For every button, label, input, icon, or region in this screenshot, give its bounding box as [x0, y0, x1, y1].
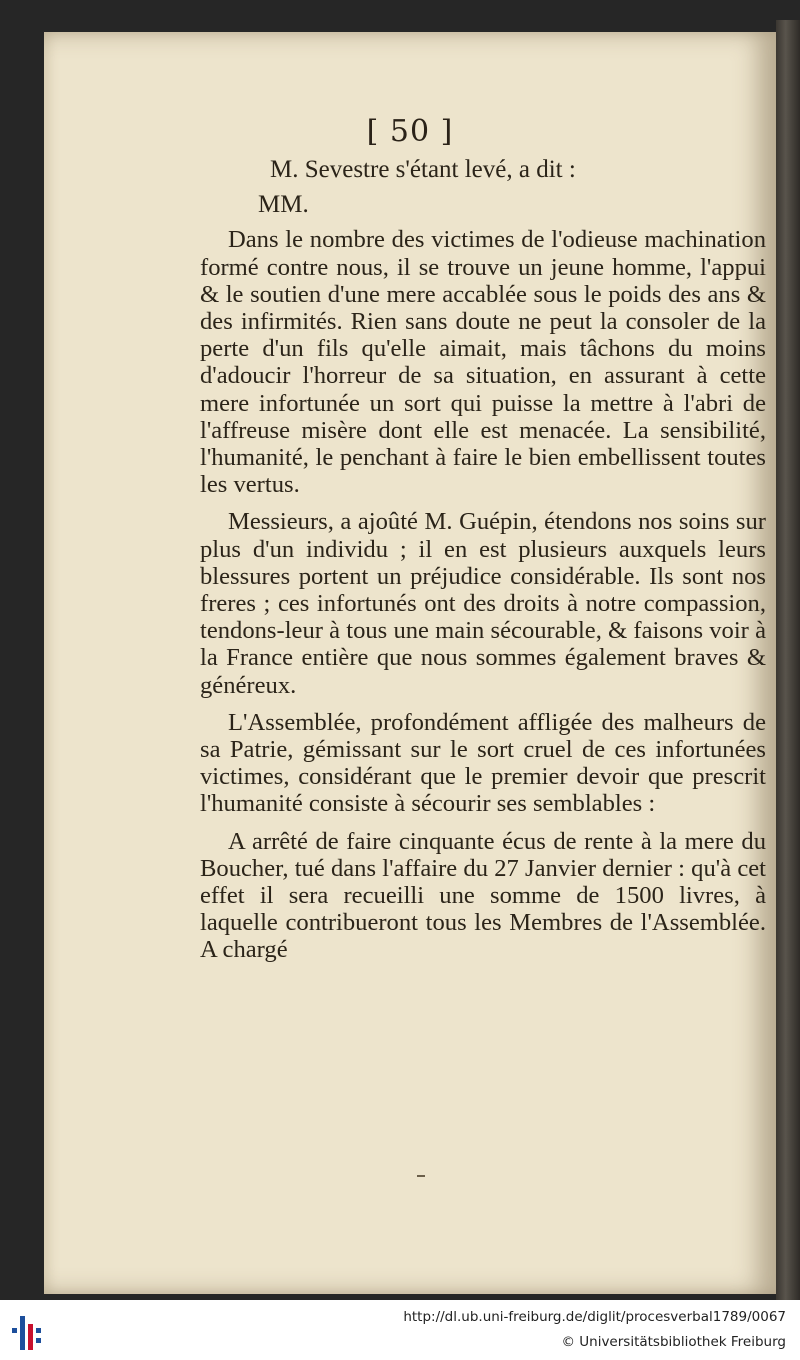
book-spine	[776, 20, 800, 1300]
speaker-line: M. Sevestre s'étant levé, a dit :	[270, 156, 576, 183]
paragraph: L'Assemblée, profondément affligée des malheurs de sa Patrie, gémissant sur le sort cruel de ces infortunées victimes, considérant que le premier devoir que prescrit l'humanité consiste à sécourir ses semblables :	[200, 708, 766, 818]
paragraph: A arrêté de faire cinquante écus de rente à la mere du Boucher, tué dans l'affaire du 27 Janvier dernier : qu'à cet effet il sera recueilli une somme de 1500 livres, à laquelle contribueront tous les Membres de l'Assemblée. A chargé	[200, 827, 766, 964]
source-url-link[interactable]: http://dl.ub.uni-freiburg.de/diglit/procesverbal1789/0067	[403, 1309, 786, 1325]
book-page	[44, 32, 776, 1294]
address-line: MM.	[258, 191, 309, 219]
paragraph: Dans le nombre des victimes de l'odieuse machination formé contre nous, il se trouve un jeune homme, l'appui & le soutien d'une mere accablée sous le poids des ans & des infirmités. Rien sans doute ne peut la consoler de la perte d'un fils qu'elle aimait, mais tâchons du moins d'adoucir l'horreur de sa situation, en assurant à cette mere infortunée un sort qui puisse la mettre à l'abri de l'affreuse misère dont elle est menacée. La sensibilité, l'humanité, le penchant à faire le bien embellissent toutes les vertus.	[200, 226, 766, 499]
copyright-text: © Universitätsbibliothek Freiburg	[561, 1334, 786, 1350]
ub-freiburg-logo-icon	[10, 1314, 46, 1350]
signature-mark	[417, 1175, 425, 1177]
paragraph: Messieurs, a ajoûté M. Guépin, étendons nos soins sur plus d'un individu ; il en est plusieurs auxquels leurs blessures portent un préjudice considérable. Ils sont nos freres ; ces infortunés ont des droits à notre compassion, tendons-leur à tous une main sécourable, & faisons voir à la France entière que nous sommes également braves & généreux.	[200, 508, 766, 699]
page-number: [ 50 ]	[366, 114, 454, 149]
page-text	[200, 156, 766, 974]
footer-bar	[0, 1300, 800, 1360]
